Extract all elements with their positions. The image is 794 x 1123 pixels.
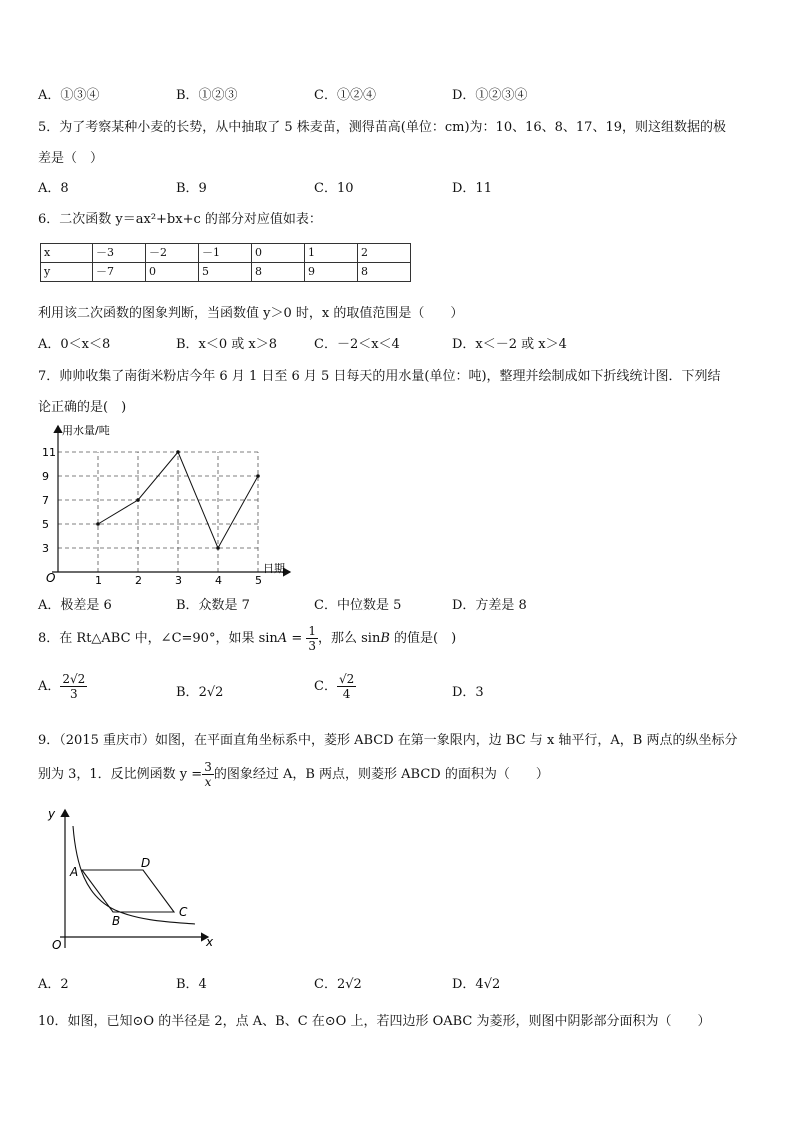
q5-option-d: D．11	[452, 181, 492, 196]
q9-label-a: A	[70, 865, 79, 879]
y-tick-label: 11	[42, 446, 56, 459]
q6-option-d: D．x＜－2 或 x＞4	[452, 337, 567, 352]
table-cell: 1	[305, 244, 358, 263]
q9-option-b: B．4	[176, 977, 207, 992]
q8-frac-den: 3	[308, 639, 316, 653]
q9-label-x: x	[206, 935, 214, 949]
table-cell: x	[41, 244, 93, 263]
y-tick-label: 5	[42, 518, 49, 531]
table-row-y	[41, 263, 411, 282]
q8-angle-a: A	[277, 631, 288, 646]
chart-ylabel: 用水量/吨	[62, 424, 110, 437]
table-cell: －7	[93, 263, 146, 282]
q9-option-a: A．2	[38, 977, 69, 992]
table-cell: y	[41, 263, 93, 282]
x-tick-label: 4	[215, 574, 222, 585]
q7-stem-line1: 7．帅帅收集了南街米粉店今年 6 月 1 日至 6 月 5 日每天的用水量(单位：吨)，整理并绘制成如下折线统计图．下列结	[38, 369, 721, 384]
q9-stem-line2	[38, 760, 549, 789]
q5-stem-line2: 差是（ ）	[38, 151, 104, 166]
q8-option-d: D．3	[452, 685, 484, 700]
table-cell: 8	[358, 263, 411, 282]
data-point	[216, 546, 220, 550]
q9-stem-line2-pre: 别为 3，1．反比例函数 y =	[38, 767, 203, 782]
chart-xlabel: 日期	[263, 562, 285, 575]
q7-stem-line2: 论正确的是( )	[38, 400, 127, 415]
q8-option-c	[314, 672, 356, 701]
q8-option-a-frac	[60, 672, 87, 701]
q4-option-b: B．①②③	[176, 88, 238, 103]
frac-num: √2	[338, 672, 355, 686]
q9-stem-line1: 9．（2015 重庆市）如图，在平面直角坐标系中，菱形 ABCD 在第一象限内，边 BC 与 x 轴平行，A，B 两点的纵坐标分	[38, 733, 738, 748]
q8-fraction	[306, 624, 318, 653]
q8-option-b	[176, 681, 223, 700]
option-value: 2√2	[198, 685, 224, 700]
chart-grid	[58, 452, 258, 572]
table-row-x	[41, 244, 411, 263]
q7-line-chart	[38, 420, 298, 585]
q9-label-y: y	[48, 807, 56, 821]
q7-option-d: D．方差是 8	[452, 598, 527, 613]
frac-den: 4	[342, 687, 351, 701]
table-cell: 0	[252, 244, 305, 263]
q8-option-c-frac	[337, 672, 356, 701]
y-tick-label: 3	[42, 542, 49, 555]
x-tick-label: 2	[135, 574, 142, 585]
q8-stem-suffix: ，那么 sin	[318, 631, 381, 646]
q6-stem-line1: 6．二次函数 y＝ax²+bx+c 的部分对应值如表：	[38, 212, 322, 227]
q8-angle-b: B	[380, 631, 390, 646]
option-label: C．	[314, 679, 337, 694]
q8-option-a	[38, 672, 87, 701]
data-point	[96, 522, 100, 526]
option-label: B．	[176, 685, 199, 700]
q8-stem	[38, 624, 456, 653]
y-tick-label: 7	[42, 494, 49, 507]
q5-option-b: B．9	[176, 181, 207, 196]
chart-origin: O	[46, 571, 56, 585]
q9-fraction	[202, 760, 214, 789]
table-cell: －3	[93, 244, 146, 263]
q6-option-c: C．－2＜x＜4	[314, 337, 400, 352]
frac-num: 2√2	[62, 672, 86, 686]
q8-stem-prefix: 8．在 Rt△ABC 中，∠C=90°，如果 sin	[38, 631, 278, 646]
q6-option-a: A．0＜x＜8	[38, 337, 111, 352]
q8-equals: =	[287, 631, 307, 646]
q8-stem-tail: 的值是( )	[389, 631, 457, 646]
q4-option-d: D．①②③④	[452, 88, 528, 103]
q9-stem-line2-post: 的图象经过 A，B 两点，则菱形 ABCD 的面积为（ ）	[213, 767, 549, 782]
table-cell: 0	[146, 263, 199, 282]
q9-hyperbola	[73, 826, 195, 924]
frac-den: 3	[70, 687, 78, 701]
q8-frac-num: 1	[308, 624, 316, 638]
q4-option-a: A．①③④	[38, 88, 100, 103]
data-point	[136, 498, 140, 502]
option-label: A．	[38, 679, 61, 694]
q4-option-c: C．①②④	[314, 88, 376, 103]
q9-rhombus-figure	[40, 804, 230, 954]
q9-label-c: C	[179, 905, 188, 919]
q5-option-a: A．8	[38, 181, 69, 196]
table-cell: 9	[305, 263, 358, 282]
q6-value-table	[40, 243, 411, 282]
q5-stem-line1: 5．为了考察某种小麦的长势，从中抽取了 5 株麦苗，测得苗高(单位：cm)为：10、16、8、17、19，则这组数据的极	[38, 120, 726, 135]
x-tick-label: 1	[95, 574, 102, 585]
table-cell: －2	[146, 244, 199, 263]
q6-stem-line2: 利用该二次函数的图象判断，当函数值 y＞0 时，x 的取值范围是（ ）	[38, 306, 464, 321]
q9-option-c: C．2√2	[314, 977, 362, 992]
q9-label-b: B	[112, 914, 121, 928]
q7-option-a: A．极差是 6	[38, 598, 112, 613]
y-tick-label: 9	[42, 470, 49, 483]
q9-frac-num: 3	[204, 760, 212, 774]
table-cell: 8	[252, 263, 305, 282]
q9-frac-den: x	[204, 775, 212, 789]
q9-rhombus	[82, 870, 174, 912]
table-cell: 2	[358, 244, 411, 263]
q6-option-b: B．x＜0 或 x＞8	[176, 337, 278, 352]
table-cell: －1	[199, 244, 252, 263]
q9-option-d: D．4√2	[452, 977, 501, 992]
q7-option-c: C．中位数是 5	[314, 598, 402, 613]
table-cell: 5	[199, 263, 252, 282]
x-tick-label: 5	[255, 574, 262, 585]
q7-option-b: B．众数是 7	[176, 598, 250, 613]
q10-stem-line1: 10．如图，已知⊙O 的半径是 2，点 A、B、C 在⊙O 上，若四边形 OABC 为菱形，则图中阴影部分面积为（ ）	[38, 1014, 711, 1029]
q5-option-c: C．10	[314, 181, 354, 196]
q9-label-o: O	[52, 938, 62, 952]
data-point	[176, 450, 180, 454]
data-point	[256, 474, 260, 478]
q9-label-d: D	[141, 856, 151, 870]
x-tick-label: 3	[175, 574, 182, 585]
